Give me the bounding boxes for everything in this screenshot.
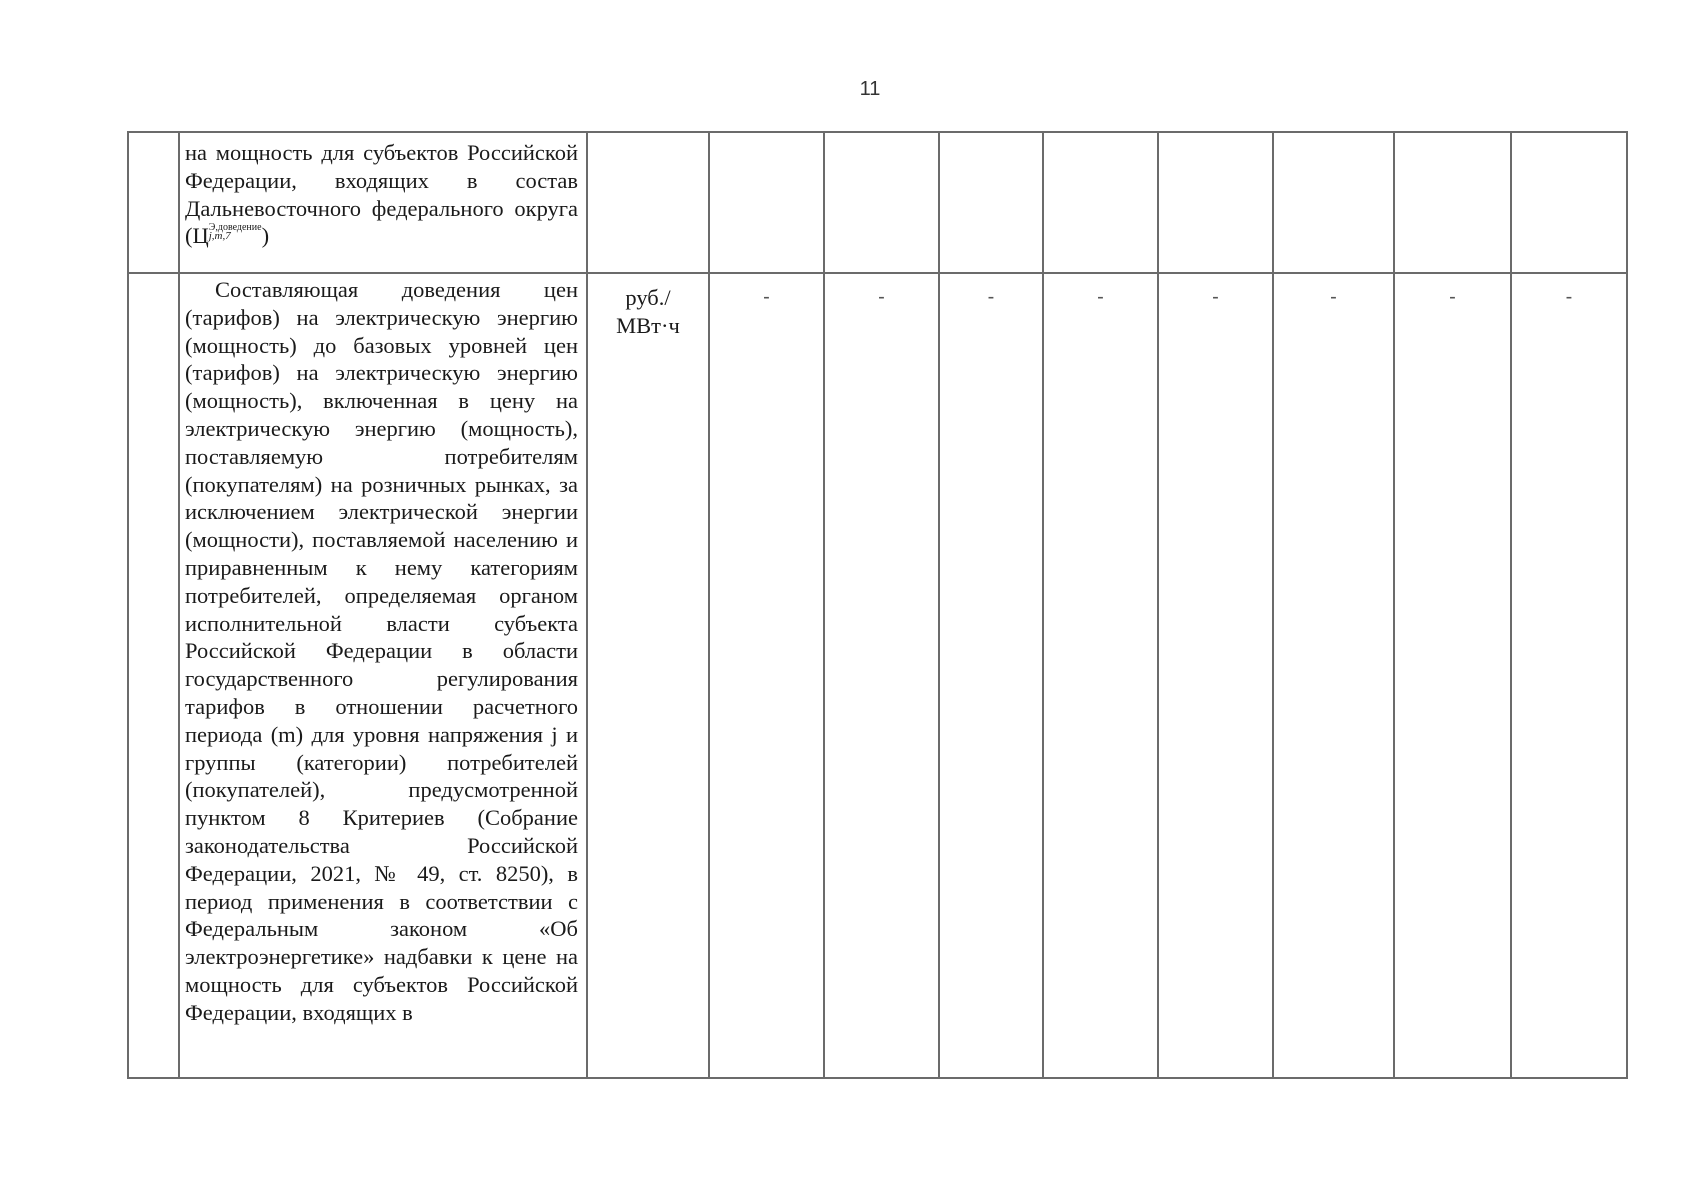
description-cell [179, 132, 587, 273]
value-cell: - [1158, 273, 1273, 1078]
row-number-cell [128, 273, 179, 1078]
description-cell [179, 273, 587, 1078]
value-cell: - [1511, 273, 1627, 1078]
page-number: 11 [859, 78, 881, 100]
unit-line-2: МВт·ч [616, 313, 680, 338]
unit-cell [587, 132, 709, 273]
value-cell: - [939, 273, 1043, 1078]
description-text: Составляющая доведения цен (тарифов) на электрическую энергию (мощность) до базовых уровней цен (тарифов) на электрическую энергию (мощность), включенная в цену на электрическую энергию (мощность), поставляемую потребителям (покупателям) на розничных рынках, за исключением электрической энергии (мощности), поставляемой населению и приравненным к нему категориям потребителей, определяемая органом исполнительной власти субъекта Российской Федерации в области государственного регулирования тарифов в отношении расчетного периода (m) для уровня напряжения j и группы (категории) потребителей (покупателей), предусмотренной пунктом 8 Критериев (Собрание законодательства Российской Федерации, 2021, № 49, ст. 8250), в период применения в соответствии с Федеральным законом «Об электроэнергетике» надбавки к цене на мощность для субъектов Российской Федерации, входящих в [185, 277, 578, 1025]
value-cell: - [1043, 273, 1158, 1078]
value-cell [824, 132, 939, 273]
value-cell: - [1273, 273, 1394, 1078]
value-cell: - [709, 273, 824, 1078]
symbol-base: Ц [192, 223, 209, 249]
table-row [128, 273, 1627, 1078]
description-text: на мощность для субъектов Российской Федерации, входящих в состав Дальневосточного федерального округа [185, 140, 578, 221]
price-symbol: (Ц Э,доведение j,m,7 ) [185, 222, 270, 249]
symbol-superscript: Э,доведение [208, 222, 262, 234]
value-cell [939, 132, 1043, 273]
value-cell [1043, 132, 1158, 273]
value-cell [1394, 132, 1511, 273]
unit-line-1: руб./ [625, 285, 671, 310]
symbol-subscript: j,m,7 [208, 230, 231, 243]
value-cell: - [824, 273, 939, 1078]
value-cell: - [1394, 273, 1511, 1078]
unit-cell [587, 273, 709, 1078]
table-row [128, 132, 1627, 273]
value-cell [1158, 132, 1273, 273]
row-number-cell [128, 132, 179, 273]
value-cell [1273, 132, 1394, 273]
value-cell [709, 132, 824, 273]
tariff-table [127, 131, 1628, 1079]
value-cell [1511, 132, 1627, 273]
